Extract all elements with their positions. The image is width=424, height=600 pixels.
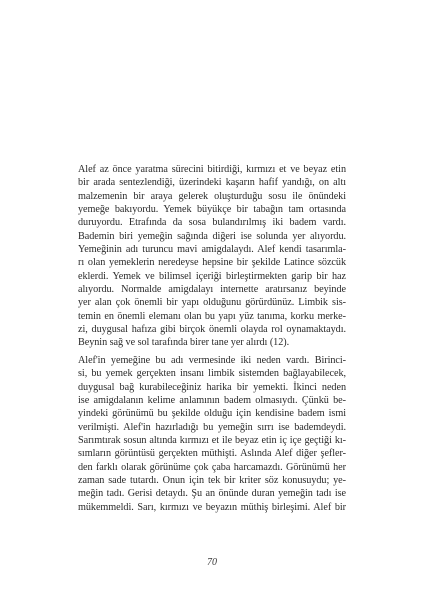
text-line: Yemeğinin adı turuncu mavi amigdalaydı. Alef kendi tasarımla- xyxy=(78,244,346,256)
text-line: den farklı olarak görünüme çok çaba harcamazdı. Görünümü her xyxy=(78,461,346,473)
text-line: yer alan çok önemli bir yapı olduğunu görürdünüz. Limbik sis- xyxy=(78,297,346,309)
paragraph-1 xyxy=(78,163,346,350)
text-line: zi, duygusal hafıza gibi birçok önemli olayda rol oynamaktaydı. xyxy=(78,324,346,336)
text-line: meğin tadı. Gerisi detaydı. Şu an önünde duran yemeğin tadı ise xyxy=(78,488,346,500)
text-line: alıyordu. Normalde amigdalayı internette aratırsanız beyinde xyxy=(78,284,346,296)
text-line: yemeğe bakıyordu. Yemek büyükçe bir tabağın tam ortasında xyxy=(78,204,346,216)
text-line: si, bu yemek gerçekten insanı limbik sistemden bağlayabilecek, xyxy=(78,368,346,380)
text-line: temin en önemli elemanı olan bu yapı yüz tanıma, korku merke- xyxy=(78,310,346,322)
text-line: eklerdi. Yemek ve bilimsel içeriği birleştirmekten garip bir haz xyxy=(78,270,346,282)
text-line: rı olan yemeklerin neredeyse hepsine bir şekilde Latince sözcük xyxy=(78,257,346,269)
text-line: Alef az önce yaratma sürecini bitirdiği, kırmızı et ve beyaz etin xyxy=(78,164,346,175)
body-text xyxy=(78,163,346,514)
text-line: mükemmeldi. Sarı, kırmızı ve beyazın müthiş birleşimi. Alef bir xyxy=(78,501,346,513)
text-line: bir arada sentezlendiği, üzerindeki kaşarın hafif yandığı, on altı xyxy=(78,177,346,189)
text-line: yindeki görünümü bu şekilde olduğu için kendisine badem ismi xyxy=(78,408,346,420)
page-number: 70 xyxy=(207,557,217,568)
paragraph-2 xyxy=(78,354,346,514)
text-line: sımların görüntüsü gerçekten müthişti. Aslında Alef diğer şefler- xyxy=(78,448,346,460)
text-line: malzemenin bir araya gelerek oluşturduğu sosu ile önündeki xyxy=(78,190,346,202)
text-line: zaman sade tutardı. Onun için tek bir kriter söz konusuydu; ye- xyxy=(78,474,346,486)
text-line: duygusal bağ kurabileceğiniz harika bir yemekti. İkinci neden xyxy=(78,381,346,393)
text-line: Alef'in yemeğine bu adı vermesinde iki neden vardı. Birinci- xyxy=(78,354,346,366)
text-line: Bademin biri yemeğin sağında diğeri ise solunda yer alıyordu. xyxy=(78,230,346,242)
text-line: duruyordu. Etrafında da sosa bulandırılmış iki badem vardı. xyxy=(78,217,346,229)
text-line: Sarımtırak sosun altında kırmızı et ile beyaz etin iç içe geçtiği kı- xyxy=(78,434,346,446)
text-line: Beynin sağ ve sol tarafında birer tane yer alırdı (12). xyxy=(78,337,290,349)
text-line: ise amigdalanın kelime anlamının badem olmasıydı. Çünkü be- xyxy=(78,394,346,406)
text-line: verilmişti. Alef'in hazırladığı bu yemeğin sırrı ise bademdeydi. xyxy=(78,421,346,433)
